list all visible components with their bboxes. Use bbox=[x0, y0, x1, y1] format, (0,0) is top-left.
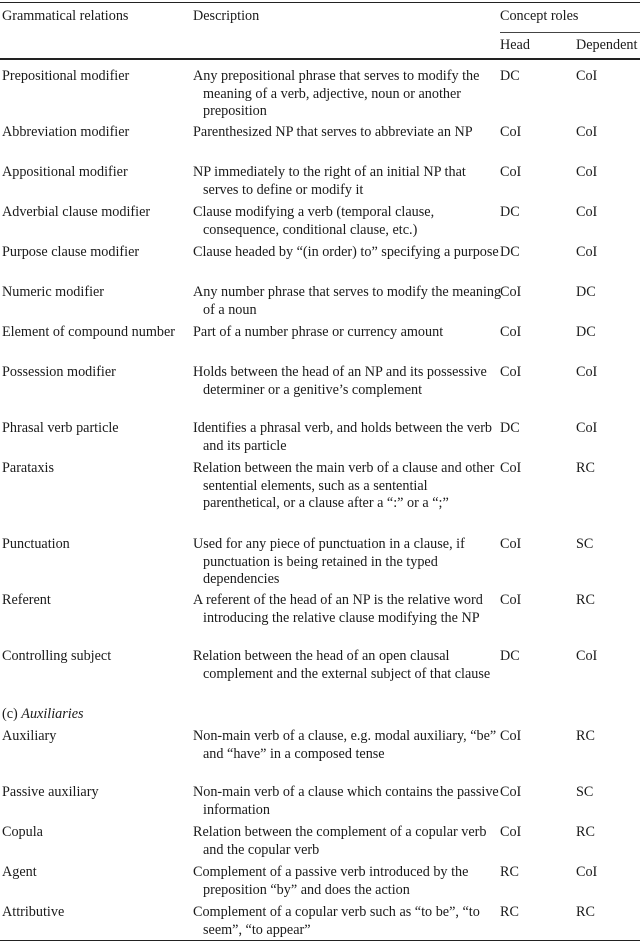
dependent-role-cell: CoI bbox=[576, 124, 598, 140]
description-cell: Used for any piece of punctuation in a clause, if punctuation is being retained in the typed dependencies bbox=[193, 536, 465, 587]
header-relation: Grammatical relations bbox=[2, 8, 129, 24]
relation-cell: Copula bbox=[2, 824, 43, 840]
description-cell: Complement of a copular verb such as “to be”, “to seem”, “to appear” bbox=[193, 904, 480, 938]
head-role-cell: CoI bbox=[500, 536, 522, 552]
relation-cell: Phrasal verb particle bbox=[2, 420, 119, 436]
head-role-cell: CoI bbox=[500, 124, 522, 140]
head-role-cell: CoI bbox=[500, 364, 522, 380]
head-role-cell: CoI bbox=[500, 824, 522, 840]
head-role-cell: CoI bbox=[500, 460, 522, 476]
description-cell: Relation between the head of an open clausal complement and the external subject of that clause bbox=[193, 648, 491, 682]
table-top-rule bbox=[0, 2, 640, 3]
head-role-cell: DC bbox=[500, 648, 520, 664]
dependent-role-cell: SC bbox=[576, 784, 594, 800]
section-prefix: (c) bbox=[2, 706, 22, 722]
relation-cell: Abbreviation modifier bbox=[2, 124, 130, 140]
head-role-cell: CoI bbox=[500, 324, 522, 340]
dependent-role-cell: CoI bbox=[576, 68, 598, 84]
description-cell: NP immediately to the right of an initial NP that serves to define or modify it bbox=[193, 164, 466, 198]
section-heading-auxiliaries bbox=[2, 706, 84, 724]
dependent-role-cell: RC bbox=[576, 728, 595, 744]
dependent-role-cell: CoI bbox=[576, 164, 598, 180]
dependent-role-cell: RC bbox=[576, 460, 595, 476]
description-cell: Relation between the complement of a copular verb and the copular verb bbox=[193, 824, 487, 858]
header-description: Description bbox=[193, 8, 260, 24]
head-role-cell: DC bbox=[500, 244, 520, 260]
relation-cell: Adverbial clause modifier bbox=[2, 204, 151, 220]
description-cell: Complement of a passive verb introduced by the preposition “by” and does the action bbox=[193, 864, 469, 898]
relation-cell: Controlling subject bbox=[2, 648, 112, 664]
dependent-role-cell: CoI bbox=[576, 648, 598, 664]
dependent-role-cell: DC bbox=[576, 284, 596, 300]
relation-cell: Prepositional modifier bbox=[2, 68, 130, 84]
description-cell: Clause headed by “(in order) to” specifying a purpose bbox=[193, 244, 499, 260]
description-cell: Non-main verb of a clause, e.g. modal auxiliary, “be” and “have” in a composed tense bbox=[193, 728, 497, 762]
dependent-role-cell: RC bbox=[576, 824, 595, 840]
dependent-role-cell: CoI bbox=[576, 420, 598, 436]
head-role-cell: CoI bbox=[500, 728, 522, 744]
description-cell: Clause modifying a verb (temporal clause, consequence, conditional clause, etc.) bbox=[193, 204, 435, 238]
header-bottom-rule bbox=[0, 58, 640, 60]
description-cell: Relation between the main verb of a clause and other sentential elements, such as a sentential parenthetical, or a clause after a “:” or a “;” bbox=[193, 460, 495, 511]
table-bottom-rule bbox=[0, 940, 640, 941]
relation-cell: Passive auxiliary bbox=[2, 784, 99, 800]
head-role-cell: DC bbox=[500, 68, 520, 84]
description-cell: Non-main verb of a clause which contains the passive information bbox=[193, 784, 499, 818]
dependent-role-cell: DC bbox=[576, 324, 596, 340]
description-cell: Holds between the head of an NP and its possessive determiner or a genitive’s complement bbox=[193, 364, 487, 398]
head-role-cell: CoI bbox=[500, 164, 522, 180]
dependent-role-cell: CoI bbox=[576, 204, 598, 220]
dependent-role-cell: RC bbox=[576, 592, 595, 608]
section-title: Auxiliaries bbox=[21, 706, 84, 722]
description-cell: Any prepositional phrase that serves to modify the meaning of a verb, adjective, noun or another preposition bbox=[193, 68, 480, 119]
header-dependent: Dependent bbox=[576, 37, 638, 53]
concept-roles-rule bbox=[500, 32, 640, 33]
relation-cell: Element of compound number bbox=[2, 324, 175, 340]
description-cell: A referent of the head of an NP is the relative word introducing the relative clause modifying the NP bbox=[193, 592, 483, 626]
head-role-cell: DC bbox=[500, 420, 520, 436]
head-role-cell: CoI bbox=[500, 784, 522, 800]
dependent-role-cell: CoI bbox=[576, 864, 598, 880]
relation-cell: Punctuation bbox=[2, 536, 70, 552]
head-role-cell: CoI bbox=[500, 284, 522, 300]
head-role-cell: DC bbox=[500, 204, 520, 220]
relation-cell: Purpose clause modifier bbox=[2, 244, 140, 260]
description-cell: Identifies a phrasal verb, and holds between the verb and its particle bbox=[193, 420, 493, 454]
dependent-role-cell: CoI bbox=[576, 244, 598, 260]
header-head: Head bbox=[500, 37, 530, 53]
description-cell: Any number phrase that serves to modify the meaning of a noun bbox=[193, 284, 502, 318]
dependent-role-cell: RC bbox=[576, 904, 595, 920]
description-cell: Part of a number phrase or currency amount bbox=[193, 324, 444, 340]
relation-cell: Attributive bbox=[2, 904, 65, 920]
relation-cell: Appositional modifier bbox=[2, 164, 128, 180]
head-role-cell: RC bbox=[500, 864, 519, 880]
dependent-role-cell: CoI bbox=[576, 364, 598, 380]
relation-cell: Numeric modifier bbox=[2, 284, 105, 300]
relation-cell: Possession modifier bbox=[2, 364, 116, 380]
dependent-role-cell: SC bbox=[576, 536, 594, 552]
relation-cell: Parataxis bbox=[2, 460, 55, 476]
relation-cell: Agent bbox=[2, 864, 37, 880]
relation-cell: Referent bbox=[2, 592, 51, 608]
relation-cell: Auxiliary bbox=[2, 728, 57, 744]
description-cell: Parenthesized NP that serves to abbreviate an NP bbox=[193, 124, 473, 140]
head-role-cell: CoI bbox=[500, 592, 522, 608]
header-concept-roles: Concept roles bbox=[500, 8, 579, 24]
head-role-cell: RC bbox=[500, 904, 519, 920]
